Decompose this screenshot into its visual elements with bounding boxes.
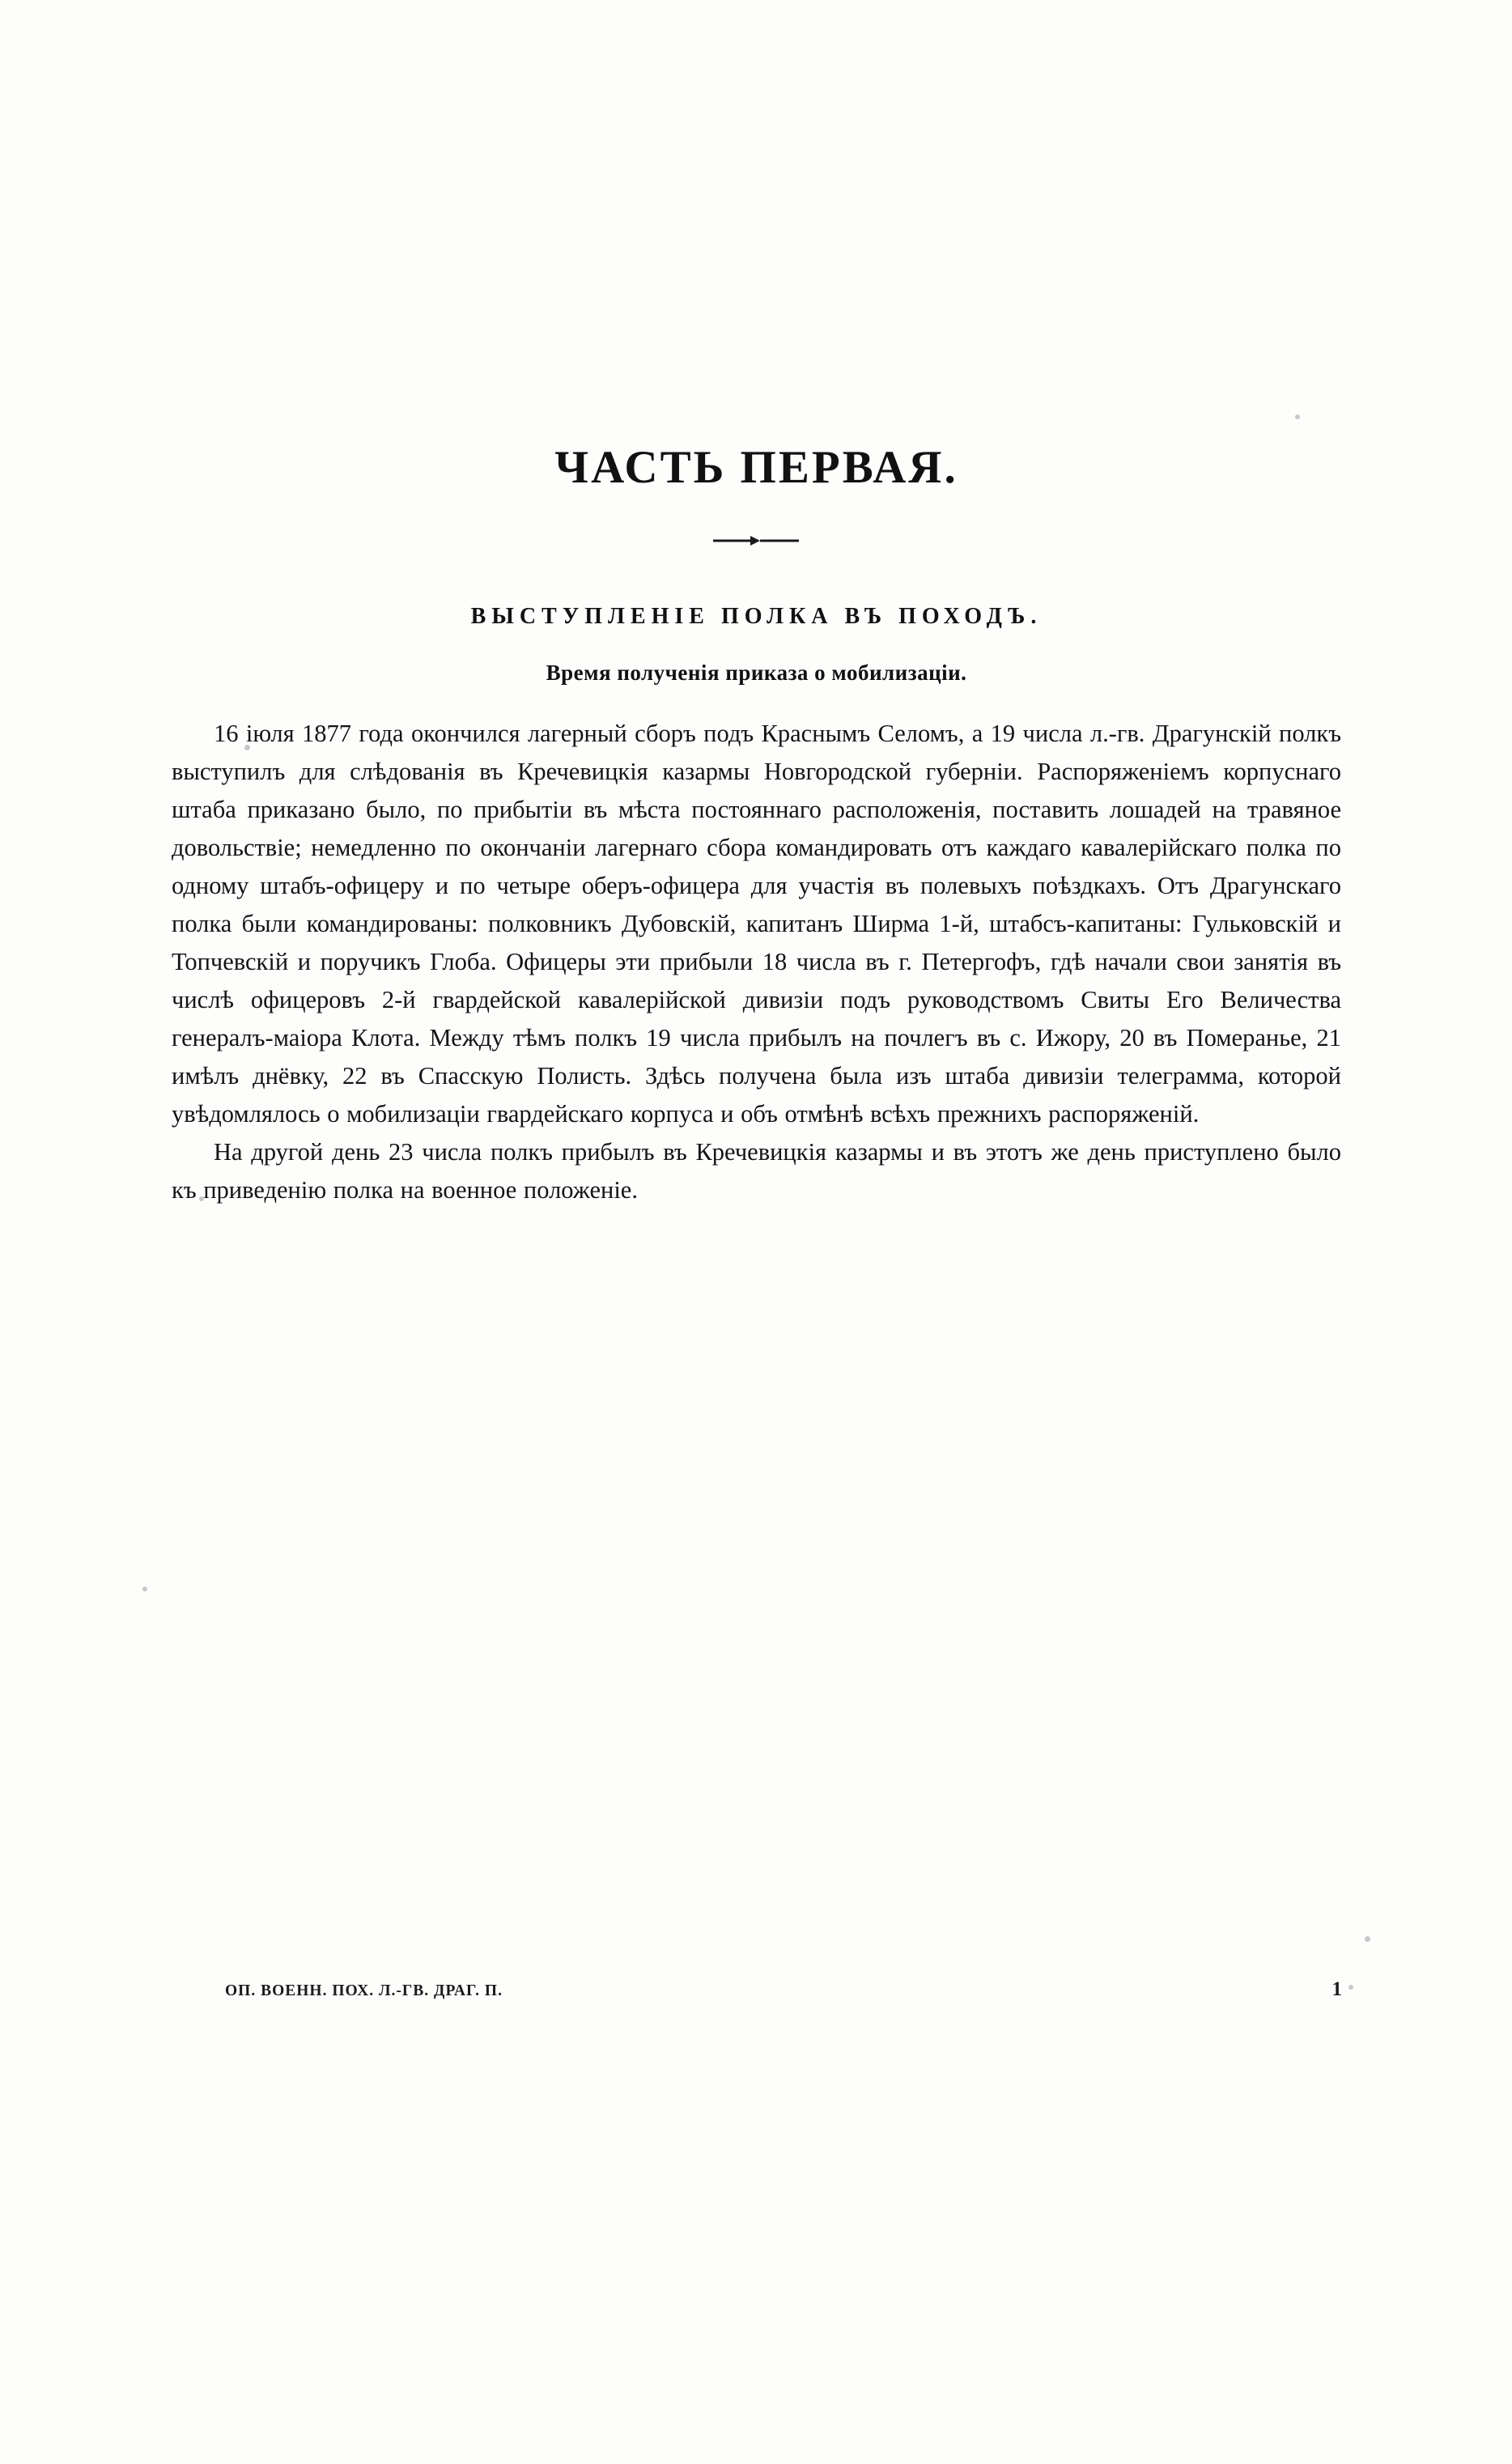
page-title: ЧАСТЬ ПЕРВАЯ. <box>554 442 958 493</box>
section-heading: Время полученія приказа о мобилизаціи. <box>546 661 967 685</box>
scan-speck <box>1365 1936 1370 1942</box>
ornament-icon <box>708 533 805 549</box>
footer-signature: ОП. ВОЕНН. ПОХ. Л.-ГВ. ДРАГ. П. <box>225 1982 503 1999</box>
paragraph-1: 16 іюля 1877 года окончился лагерный сборъ подъ Краснымъ Селомъ, а 19 числа л.-гв. Драгунскій полкъ выступилъ для слѣдованія въ Кречевицкія казармы Новгородской губерніи. Распоряженіемъ корпуснаго штаба приказано было, по прибытіи въ мѣста постояннаго расположенія, поставить лошадей на травяное довольствіе; немедленно по окончаніи лагернаго сбора командировать отъ каждаго кавалерійскаго полка по одному штабъ-офицеру и по четыре оберъ-офицера для участія въ полевыхъ поѣздкахъ. Отъ Драгунскаго полка были командированы: полковникъ Дубовскій, капитанъ Ширма 1-й, штабсъ-капитаны: Гульковскій и Топчевскій и поручикъ Глоба. Офицеры эти прибыли 18 числа въ г. Петергофъ, гдѣ начали свои занятія въ числѣ офицеровъ 2-й гвардейской кавалерійской дивизіи подъ руководствомъ Свиты Его Величества генералъ-маіора Клота. Между тѣмъ полкъ 19 числа прибылъ на почлегъ въ с. Ижору, 20 въ Померанье, 21 имѣлъ днёвку, 22 въ Спасскую Полисть. Здѣсь получена была изъ штаба дивизіи телеграмма, которой увѣдомлялось о мобилизаціи гвардейскаго корпуса и объ отмѣнѣ всѣхъ прежнихъ распоряженій. <box>172 720 1341 1128</box>
ornament-divider <box>172 533 1341 557</box>
scan-speck <box>1348 1985 1353 1990</box>
chapter-heading: ВЫСТУПЛЕНІЕ ПОЛКА ВЪ ПОХОДЪ. <box>470 604 1043 629</box>
scan-speck <box>142 1587 147 1591</box>
page-content <box>172 0 1341 1209</box>
page-footer <box>225 1978 1342 2001</box>
paragraph-2: На другой день 23 числа полкъ прибылъ въ Кречевицкія казармы и въ этотъ же день приступлено было къ приведенію полка на военное положеніе. <box>172 1138 1341 1204</box>
page-number: 1 <box>1331 1978 1342 2000</box>
